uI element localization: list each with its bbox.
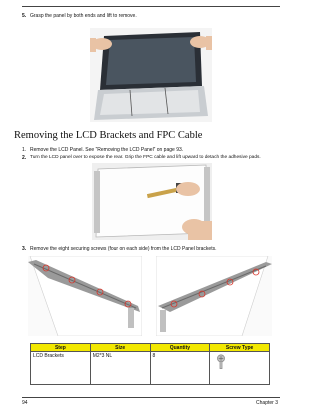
step-1-number: 1. <box>22 147 27 153</box>
section-heading: Removing the LCD Brackets and FPC Cable <box>14 130 203 141</box>
screw-table <box>30 343 270 385</box>
photo-left-bracket <box>28 256 142 336</box>
table-row <box>31 352 270 385</box>
cell-step: LCD Brackets <box>31 352 91 385</box>
photo-fpc-cable <box>92 163 212 240</box>
col-header-step: Step <box>31 344 91 352</box>
step-2-text: Turn the LCD panel over to expose the rear. Grip the FPC cable and lift upward to detach the adhesive pads. <box>30 155 261 160</box>
cell-quantity: 8 <box>150 352 210 385</box>
photo-right-bracket <box>156 256 272 336</box>
photo-lift-panel <box>90 28 212 122</box>
top-rule <box>22 6 280 7</box>
step-1-text: Remove the LCD Panel. See “Removing the LCD Panel” on page 93. <box>30 147 184 153</box>
step-3 <box>22 246 282 254</box>
step-2-number: 2. <box>22 155 27 161</box>
page-number: 94 <box>22 400 28 406</box>
step-2 <box>22 155 282 163</box>
bottom-rule <box>22 397 280 398</box>
right-bracket-illustration <box>156 256 272 336</box>
step-5 <box>22 13 282 21</box>
table-header-row <box>31 344 270 352</box>
col-header-quantity: Quantity <box>150 344 210 352</box>
screw-icon <box>212 353 230 371</box>
chapter-label: Chapter 3 <box>256 400 278 406</box>
step-3-text: Remove the eight securing screws (four on each side) from the LCD Panel brackets. <box>30 246 217 252</box>
col-header-size: Size <box>90 344 150 352</box>
lift-panel-illustration <box>90 28 212 122</box>
step-5-text: Grasp the panel by both ends and lift to remove. <box>30 13 137 19</box>
step-1 <box>22 147 282 155</box>
cell-screw-type <box>210 352 270 385</box>
left-bracket-illustration <box>28 256 142 336</box>
col-header-screw-type: Screw Type <box>210 344 270 352</box>
step-3-number: 3. <box>22 246 27 252</box>
step-5-number: 5. <box>22 13 27 19</box>
cell-size: M2*3 NL <box>90 352 150 385</box>
fpc-cable-illustration <box>92 163 212 240</box>
